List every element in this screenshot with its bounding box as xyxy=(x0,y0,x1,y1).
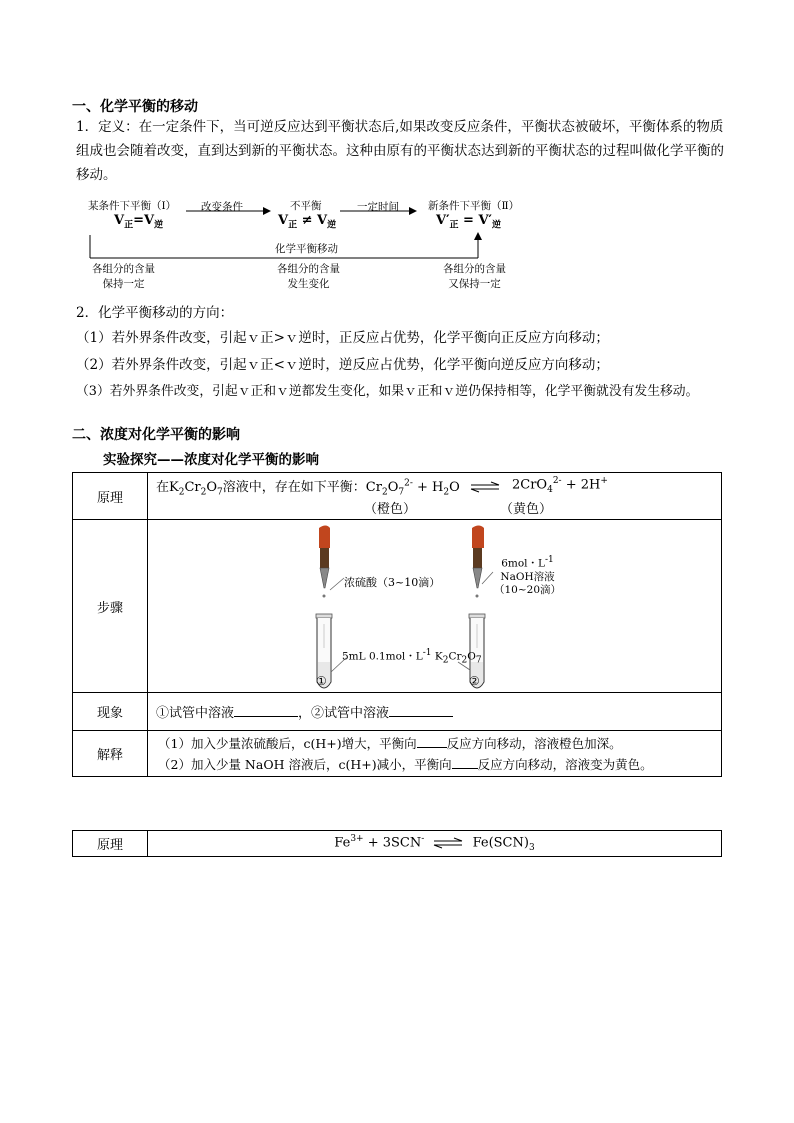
section-title-2: 二、浓度对化学平衡的影响 xyxy=(72,427,240,443)
row-explanation xyxy=(73,731,722,777)
equilibrium-shift-diagram xyxy=(80,195,530,291)
label-steps: 步骤 xyxy=(73,520,148,693)
equation-fe-scn: $Fe^{3+} + 3SCN^-$ $Fe(SCN)_3$ xyxy=(334,834,535,853)
tube-2-number: ② xyxy=(469,674,480,688)
note1-line1: 各组分的含量 xyxy=(92,263,155,275)
label-principle: 原理 xyxy=(73,473,148,520)
blank-tube2-color[interactable] xyxy=(389,716,453,717)
phenomenon-part1: ①试管中溶液 xyxy=(156,706,235,721)
steps-cell xyxy=(148,520,722,693)
row-principle-2 xyxy=(73,831,722,857)
equilibrium-arrow-2 xyxy=(432,837,464,849)
blank-direction-2[interactable] xyxy=(452,768,478,769)
definition-paragraph: 1．定义：在一定条件下，当可逆反应达到平衡状态后,如果改变反应条件，平衡状态被破坏，平衡体系的物质组成也会随着改变，直到达到新的平衡状态。这种由原有的平衡状态达到新的平衡状态的过程叫做化学平衡的移动。 xyxy=(76,119,724,183)
phenomenon-cell xyxy=(148,693,722,731)
reagent-sulfuric-acid: 浓硫酸（3~10滴） xyxy=(344,576,441,589)
principle-table-2 xyxy=(72,830,722,857)
color-orange: （橙色） xyxy=(364,502,417,517)
dropper-bulb-1 xyxy=(319,526,330,549)
blank-tube1-color[interactable] xyxy=(234,716,298,717)
experiment-table xyxy=(72,472,722,777)
note1-line2: 保持一定 xyxy=(102,278,145,290)
reagent-naoh: 6mol・$L^{-1}$ NaOH溶液 （10~20滴） xyxy=(494,555,562,596)
direction-item-3: （3）若外界条件改变，引起ｖ正和ｖ逆都发生变化，如果ｖ正和ｖ逆仍保持相等，化学平衡就没有发生移动。 xyxy=(76,384,699,399)
principle-cell xyxy=(148,473,722,520)
tube-1-number: ① xyxy=(316,674,327,688)
note2-line2: 发生变化 xyxy=(287,278,330,290)
explanation-cell xyxy=(148,731,722,777)
dropper-tube-2 xyxy=(473,548,482,568)
explanation-line-2: （2）加入少量 NaOH 溶液后，c(H+)减小，平衡向 反应方向移动，溶液变为黄色。 xyxy=(158,756,653,772)
explanation-line-1: （1）加入少量浓硫酸后，c(H+)增大，平衡向 反应方向移动，溶液橙色加深。 xyxy=(158,735,622,751)
shift-label: 化学平衡移动 xyxy=(275,243,338,255)
note2-line1: 各组分的含量 xyxy=(277,263,340,275)
direction-item-2: （2）若外界条件改变，引起ｖ正<ｖ逆时，逆反应占优势，化学平衡向逆反应方向移动； xyxy=(76,357,609,373)
color-yellow: （黄色） xyxy=(500,502,553,517)
dropper-bulb-2 xyxy=(472,526,484,549)
row-steps xyxy=(73,520,722,693)
arrow1-label: 改变条件 xyxy=(201,201,243,213)
test-tube-illustration xyxy=(148,520,722,692)
experiment-subtitle: 实验探究——浓度对化学平衡的影响 xyxy=(103,452,319,468)
principle-eq-right: 2CrO$_4^{2-}$ + 2H+ xyxy=(512,476,608,495)
note3-line1: 各组分的含量 xyxy=(443,263,506,275)
row-phenomenon xyxy=(73,693,722,731)
row-principle xyxy=(73,473,722,520)
phenomenon-part2: ，②试管中溶液 xyxy=(298,706,390,721)
dropper-tube-1 xyxy=(320,548,329,568)
direction-title: 2．化学平衡移动的方向： xyxy=(76,305,234,321)
principle-text: 在$K_2Cr_2O_7$溶液中，存在如下平衡：$Cr_2O_7^{2-} + H_2O$ xyxy=(156,478,460,498)
direction-item-1: （1）若外界条件改变，引起ｖ正>ｖ逆时，正反应占优势，化学平衡向正反应方向移动； xyxy=(76,330,609,346)
blank-direction-1[interactable] xyxy=(417,747,447,748)
label-phenomenon: 现象 xyxy=(73,693,148,731)
state3-equation: $V'_正 = V'_逆$ xyxy=(436,213,502,231)
label-principle-2: 原理 xyxy=(73,831,148,857)
solution-label: 5mL 0.1mol・$L^{-1}$ $K_2Cr_2O_7$ xyxy=(342,648,482,666)
state2-equation: $V_正 \ne V_逆$ xyxy=(278,213,337,231)
equilibrium-arrow xyxy=(469,481,501,493)
state1-label: 某条件下平衡（Ⅰ） xyxy=(88,200,177,212)
arrow2-label: 一定时间 xyxy=(357,201,399,213)
state1-equation: $V_正=V_逆$ xyxy=(114,213,164,231)
section-title-1: 一、化学平衡的移动 xyxy=(72,99,198,115)
state3-label: 新条件下平衡（Ⅱ） xyxy=(428,200,520,212)
note3-line2: 又保持一定 xyxy=(448,278,501,290)
principle-2-cell xyxy=(148,831,722,857)
label-explanation: 解释 xyxy=(73,731,148,777)
state2-label: 不平衡 xyxy=(290,200,322,212)
